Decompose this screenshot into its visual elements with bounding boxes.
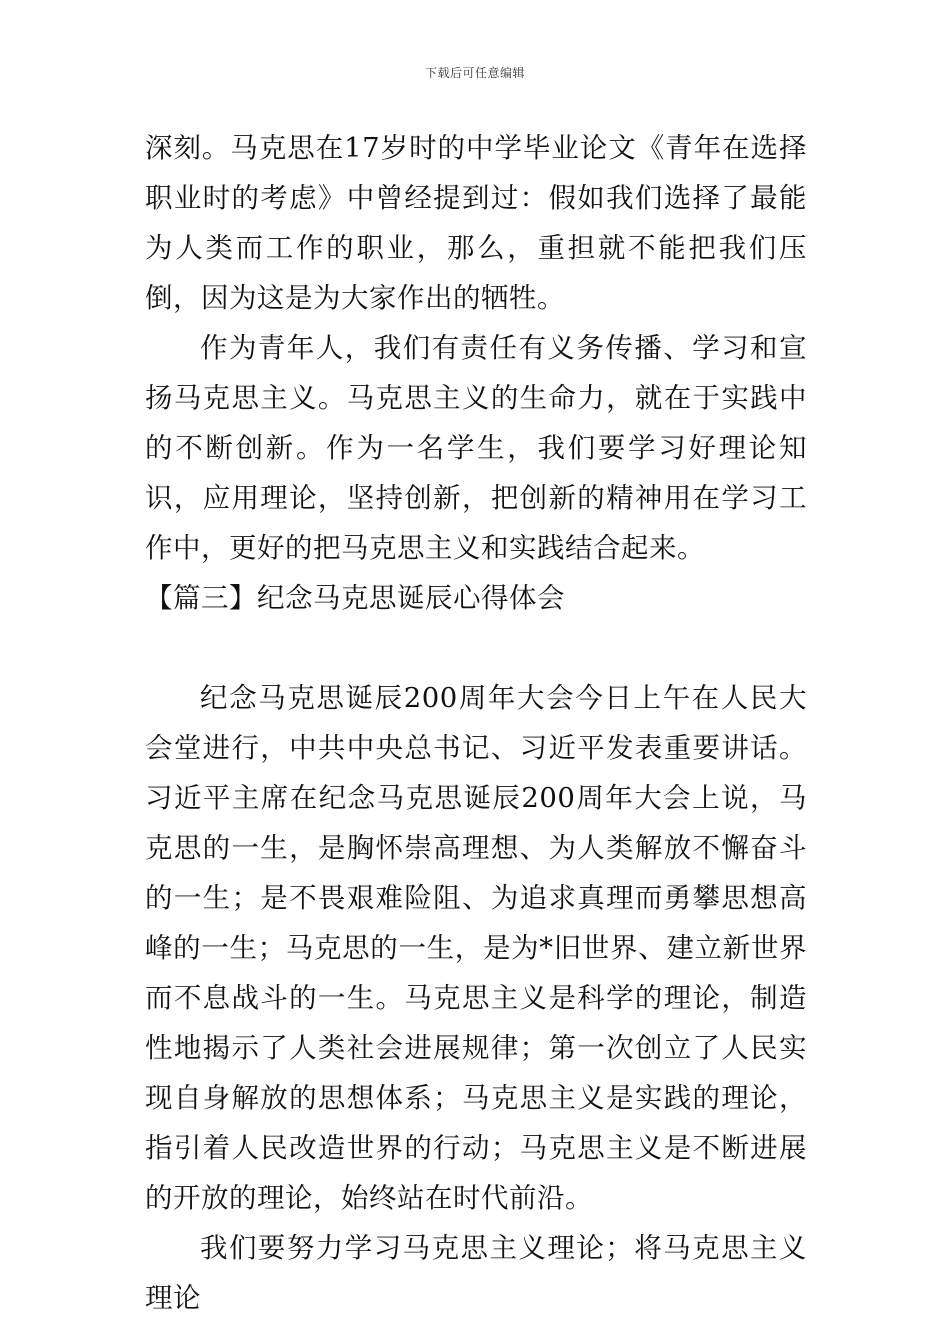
section-heading: 【篇三】纪念马克思诞辰心得体会 (145, 582, 565, 614)
paragraph-study-theory: 我们要努力学习马克思主义理论；将马克思主义理论 (145, 1232, 807, 1314)
page-header-note: 下载后可任意编辑 (424, 66, 525, 80)
paragraph-commemoration: 纪念马克思诞辰200周年大会今日上午在人民大会堂进行，中共中央总书记、习近平发表重要讲话。习近平主席在纪念马克思诞辰200周年大会上说，马克思的一生，是胸怀崇高理想、为人类解放不懈奋斗的一生；是不畏艰难险阻、为追求真理而勇攀思想高峰的一生；马克思的一生，是为*旧世界、建立新世界而不息战斗的一生。马克思主义是科学的理论，制造性地揭示了人类社会进展规律；第一次创立了人民实现自身解放的思想体系；马克思主义是实践的理论，指引着人民改造世界的行动；马克思主义是不断进展的开放的理论，始终站在时代前沿。 (145, 682, 807, 1214)
blank-line (145, 623, 807, 673)
paragraph-continuation: 深刻。马克思在17岁时的中学毕业论文《青年在选择职业时的考虑》中曾经提到过：假如我们选择了最能为人类而工作的职业，那么，重担就不能把我们压倒，因为这是为大家作出的牺牲。 (145, 132, 807, 314)
paragraph-youth-responsibility: 作为青年人，我们有责任有义务传播、学习和宣扬马克思主义。马克思主义的生命力，就在于实践中的不断创新。作为一名学生，我们要学习好理论知识，应用理论，坚持创新，把创新的精神用在学习工作中，更好的把马克思主义和实践结合起来。 (145, 332, 807, 564)
document-body (145, 123, 807, 1323)
